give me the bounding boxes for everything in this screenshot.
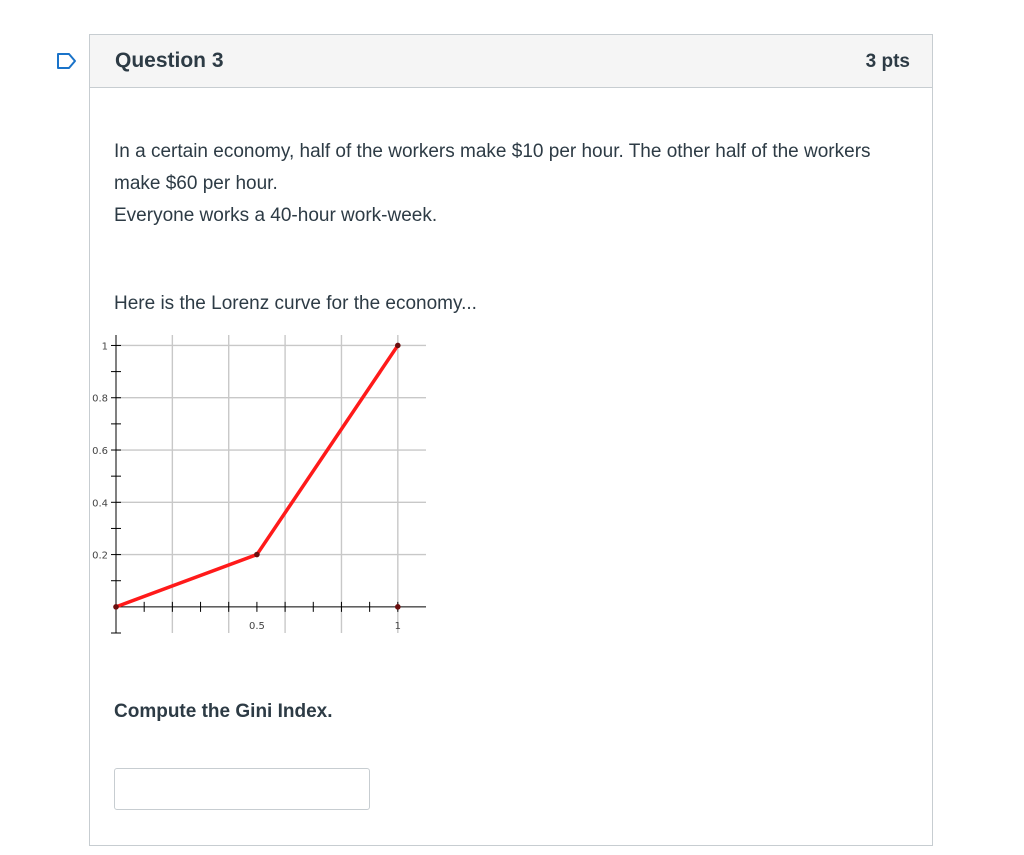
axis-point [395,604,401,610]
lorenz-curve-point [395,343,401,349]
x-tick-label: 0.5 [248,620,265,632]
question-title: Question 3 [115,49,224,72]
lorenz-curve-point [113,604,119,610]
question-text [114,136,904,232]
y-tick-label: 0.8 [92,393,108,405]
y-tick-label: 1 [101,341,108,353]
lorenz-curve-chart [92,329,431,639]
chart-intro: Here is the Lorenz curve for the economy... [114,293,477,314]
y-tick-label: 0.2 [92,550,108,562]
x-tick-label: 1 [394,620,402,632]
question-card [89,34,933,846]
question-paragraph: Everyone works a 40-hour work-week. [114,205,438,226]
answer-input[interactable] [114,768,370,810]
question-prompt: Compute the Gini Index. [114,701,333,722]
question-paragraph: In a certain economy, half of the workers make $10 per hour. The other half of the workers make $60 per hour. [114,141,871,194]
lorenz-curve-point [254,552,260,558]
lorenz-curve-line [116,345,398,606]
y-tick-label: 0.4 [92,498,108,510]
flag-icon[interactable] [56,52,78,70]
question-points: 3 pts [865,51,910,72]
y-tick-label: 0.6 [92,446,108,458]
question-header [90,35,932,88]
